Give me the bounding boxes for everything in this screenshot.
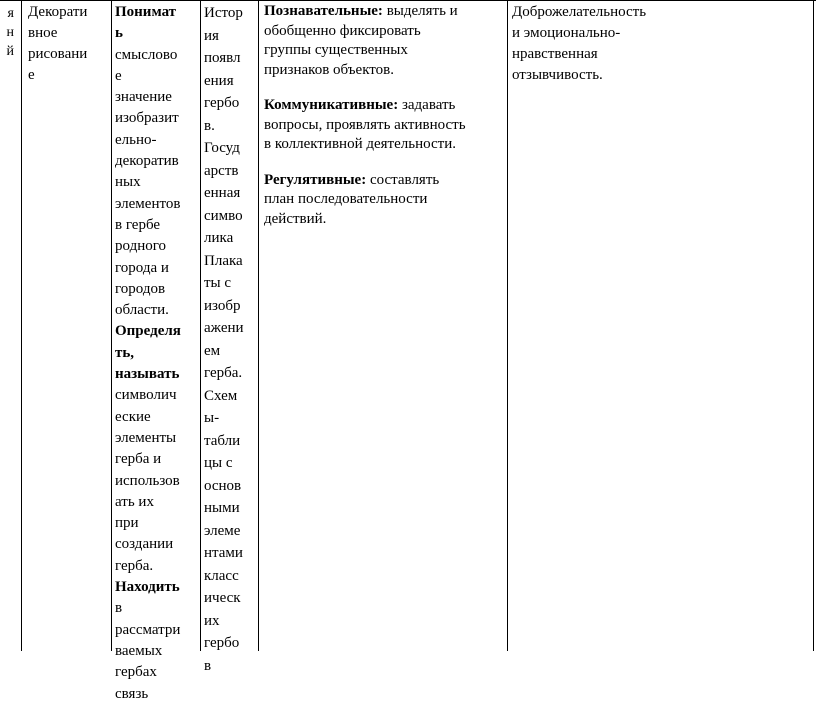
cell-line: герба и <box>115 451 162 468</box>
cell-line: в <box>115 600 123 617</box>
cell-line: в гербе <box>115 216 161 233</box>
column-divider <box>258 0 259 651</box>
communicative-text: задавать <box>401 97 456 113</box>
regulatory-text: план последовательности <box>264 191 428 207</box>
cell-line: герба. <box>204 365 243 381</box>
cell-line: смыслово <box>115 46 178 63</box>
cell-line: области. <box>115 302 169 319</box>
cell-line: Плака <box>204 252 243 269</box>
cell-content <box>204 2 254 677</box>
cell-line: элементов <box>115 195 181 212</box>
cell-line: арств <box>204 162 239 179</box>
cell-line: ваемых <box>115 642 163 659</box>
cell-line: вное <box>28 25 58 41</box>
cell-line: е <box>115 67 122 84</box>
cell-line: Понимат <box>115 4 177 20</box>
cell-line: Определя <box>115 323 181 340</box>
cell-line: Госуд <box>204 140 240 156</box>
cell-line: ными <box>204 500 240 516</box>
cell-line: цы с <box>204 455 233 471</box>
cell-line: значение <box>115 89 172 106</box>
cell-line: изобразит <box>115 110 179 127</box>
column-divider <box>813 0 814 651</box>
cognitive-text: выделять и <box>386 3 458 19</box>
cell-line: Декорати <box>28 4 88 20</box>
cell-line: нтами <box>204 545 243 561</box>
cell-line: н <box>6 25 14 40</box>
cognitive-label: Познавательные: <box>264 3 383 19</box>
cell-line: называть <box>115 366 180 383</box>
cell-line: связь <box>115 685 149 702</box>
cell-line: лика <box>204 230 234 246</box>
cell-personal-results <box>512 2 812 86</box>
cell-line: Истор <box>204 5 243 21</box>
cell-line: появл <box>204 50 241 66</box>
cell-line: в. <box>204 117 215 134</box>
cell-line: ать их <box>115 493 154 510</box>
cell-line: гербо <box>204 95 240 111</box>
cell-line: ты с <box>204 275 232 291</box>
cell-line: создании <box>115 536 174 553</box>
cell-line: нравственная <box>512 46 598 62</box>
cell-line: й <box>6 44 14 59</box>
cell-line: ем <box>204 342 221 359</box>
cell-line: ения <box>204 72 234 89</box>
cell-activity-type <box>28 2 108 86</box>
cell-line: ных <box>115 174 141 191</box>
regulatory-label: Регулятивные: <box>264 171 367 188</box>
cell-line: их <box>204 612 220 629</box>
cell-line: гербах <box>115 664 157 681</box>
cell-line: отзывчивость. <box>512 67 603 83</box>
cell-line: родного <box>115 238 167 255</box>
cognitive-text: группы существенных <box>264 42 408 58</box>
column-divider <box>111 0 112 651</box>
cell-line: рассматри <box>115 621 181 638</box>
cell-col0 <box>0 4 18 61</box>
communicative-line <box>264 96 504 116</box>
regulatory-line <box>264 171 504 191</box>
cell-line: использов <box>115 472 180 489</box>
column-divider <box>21 0 22 651</box>
cell-line: е <box>28 67 35 83</box>
cognitive-line <box>264 2 504 22</box>
cell-line: Схем <box>204 387 238 404</box>
cell-line: ельно- <box>115 131 157 148</box>
cell-line: изобр <box>204 297 241 314</box>
cell-line: ия <box>204 27 219 44</box>
cell-line: ы- <box>204 410 220 426</box>
cell-line: элементы <box>115 429 177 446</box>
cell-line: ажени <box>204 320 244 336</box>
cell-learning-actions <box>264 2 504 229</box>
column-divider <box>507 0 508 651</box>
cell-line: симво <box>204 207 243 224</box>
communicative-text: вопросы, проявлять активность <box>264 116 466 133</box>
cell-line: герба. <box>115 557 154 574</box>
cognitive-text: признаков объектов. <box>264 61 394 78</box>
cell-line: Находить <box>115 579 180 596</box>
cell-line: ь <box>115 25 123 42</box>
cell-line: городов <box>115 280 166 297</box>
cell-line: элеме <box>204 522 241 539</box>
regulatory-text: составлять <box>369 171 440 188</box>
regulatory-text: действий. <box>264 210 327 227</box>
cell-line: и эмоционально- <box>512 25 621 41</box>
cell-line: при <box>115 515 139 532</box>
cell-line: в <box>204 657 212 674</box>
cell-line: я <box>7 6 14 21</box>
cell-line: табли <box>204 432 241 449</box>
cell-subject-results <box>115 2 201 705</box>
table-top-border <box>0 0 816 1</box>
cell-line: декоратив <box>115 153 179 170</box>
cell-line: ическ <box>204 590 241 606</box>
cell-line: символич <box>115 387 177 404</box>
cognitive-text: обобщенно фиксировать <box>264 22 421 39</box>
cell-line: ть, <box>115 344 135 361</box>
cell-line: основ <box>204 477 242 494</box>
cell-line: рисовани <box>28 46 88 62</box>
cell-line: Доброжелательность <box>512 4 647 20</box>
cell-line: города и <box>115 259 169 276</box>
cell-line: гербо <box>204 635 240 651</box>
cell-line: еские <box>115 408 151 425</box>
communicative-text: в коллективной деятельности. <box>264 136 456 152</box>
communicative-label: Коммуникативные: <box>264 97 399 113</box>
cell-line: енная <box>204 185 241 201</box>
cell-line: класс <box>204 567 239 584</box>
